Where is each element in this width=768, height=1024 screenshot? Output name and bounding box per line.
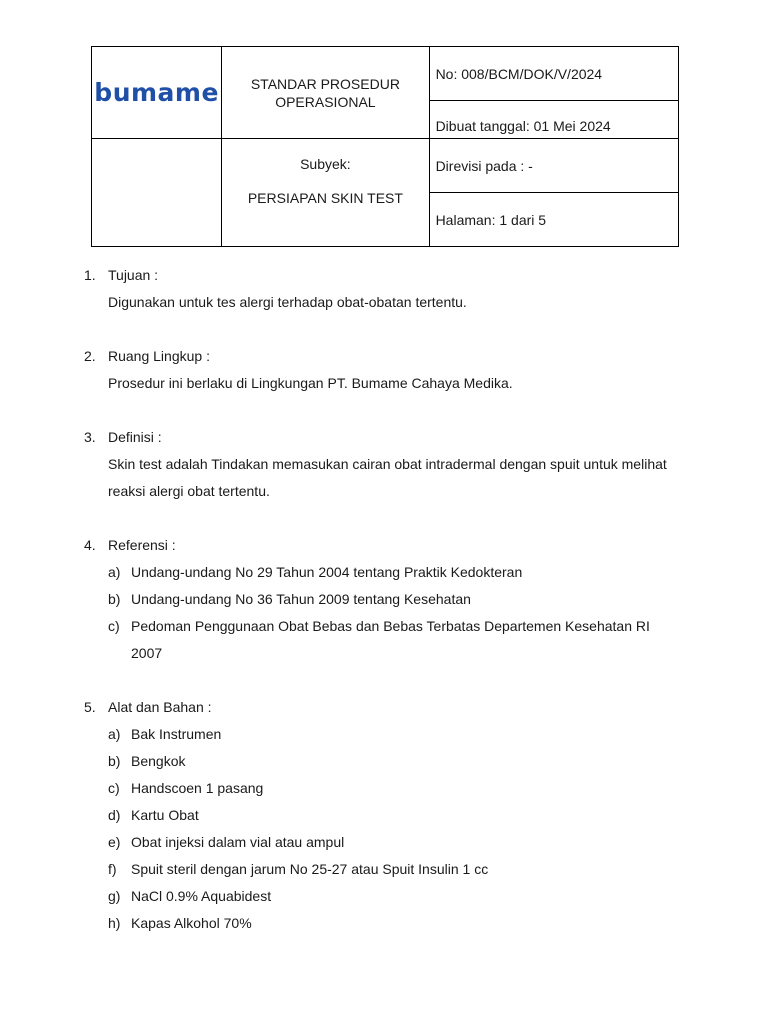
list-letter: e): [108, 834, 121, 850]
section-definisi: [84, 424, 684, 505]
list-letter: g): [108, 888, 121, 904]
list-text: Spuit steril dengan jarum No 25-27 atau Spuit Insulin 1 cc: [131, 861, 489, 877]
bumame-logo: bumame: [94, 78, 219, 107]
section-ruang-lingkup: [84, 343, 684, 397]
section-number: 4.: [84, 537, 96, 553]
section-title: Tujuan :: [108, 267, 159, 283]
list-text: NaCl 0.9% Aquabidest: [131, 888, 272, 904]
subject-cell: [222, 139, 429, 247]
logo-empty-cell: [92, 139, 222, 247]
list-item: [108, 802, 684, 829]
section-referensi: [84, 532, 684, 667]
list-item: [108, 586, 684, 613]
sop-title-cell: [222, 47, 429, 139]
list-text: Bak Instrumen: [131, 726, 222, 742]
sop-content: [84, 262, 684, 964]
section-number: 2.: [84, 348, 96, 364]
section-alat-bahan: [84, 694, 684, 937]
list-text: Kartu Obat: [131, 807, 199, 823]
list-letter: a): [108, 726, 121, 742]
list-text: Handscoen 1 pasang: [131, 780, 264, 796]
sop-header-table: [91, 46, 679, 247]
list-letter: f): [108, 861, 117, 877]
list-letter: d): [108, 807, 121, 823]
section-number: 3.: [84, 429, 96, 445]
revised-date: Direvisi pada : -: [429, 139, 678, 193]
list-letter: h): [108, 915, 121, 931]
list-letter: b): [108, 753, 121, 769]
list-item: [108, 856, 684, 883]
list-item: [108, 883, 684, 910]
list-text: Undang-undang No 29 Tahun 2004 tentang Praktik Kedokteran: [131, 564, 523, 580]
created-date: Dibuat tanggal: 01 Mei 2024: [429, 101, 678, 139]
list-item: [108, 748, 684, 775]
section-title: Ruang Lingkup :: [108, 348, 210, 364]
section-body: Prosedur ini berlaku di Lingkungan PT. Bumame Cahaya Medika.: [108, 375, 513, 391]
subject-label: Subyek:: [300, 156, 351, 172]
list-item: [108, 910, 684, 937]
section-body: Digunakan untuk tes alergi terhadap obat-obatan tertentu.: [108, 294, 467, 310]
reference-list: [84, 559, 684, 667]
list-text: Obat injeksi dalam vial atau ampul: [131, 834, 345, 850]
list-item: [108, 721, 684, 748]
subject-value: PERSIAPAN SKIN TEST: [247, 190, 403, 206]
doc-number: No: 008/BCM/DOK/V/2024: [429, 47, 678, 101]
list-item: [108, 613, 684, 667]
section-title: Referensi :: [108, 537, 176, 553]
list-text: Undang-undang No 36 Tahun 2009 tentang Kesehatan: [131, 591, 471, 607]
section-number: 5.: [84, 699, 96, 715]
list-letter: c): [108, 780, 120, 796]
list-text: Bengkok: [131, 753, 186, 769]
sop-title: STANDAR PROSEDUR OPERASIONAL: [250, 75, 400, 110]
list-text: Pedoman Penggunaan Obat Bebas dan Bebas Terbatas Departemen Kesehatan RI 2007: [131, 618, 650, 661]
section-title: Definisi :: [108, 429, 162, 445]
section-title: Alat dan Bahan :: [108, 699, 212, 715]
page-indicator: Halaman: 1 dari 5: [429, 193, 678, 247]
list-text: Kapas Alkohol 70%: [131, 915, 252, 931]
logo-cell: [92, 47, 222, 139]
list-item: [108, 775, 684, 802]
materials-list: [84, 721, 684, 937]
list-letter: c): [108, 618, 120, 634]
list-item: [108, 559, 684, 586]
list-letter: b): [108, 591, 121, 607]
list-item: [108, 829, 684, 856]
section-tujuan: [84, 262, 684, 316]
list-letter: a): [108, 564, 121, 580]
section-number: 1.: [84, 267, 96, 283]
section-body: Skin test adalah Tindakan memasukan cairan obat intradermal dengan spuit untuk melihat reaksi alergi obat tertentu.: [108, 456, 667, 499]
